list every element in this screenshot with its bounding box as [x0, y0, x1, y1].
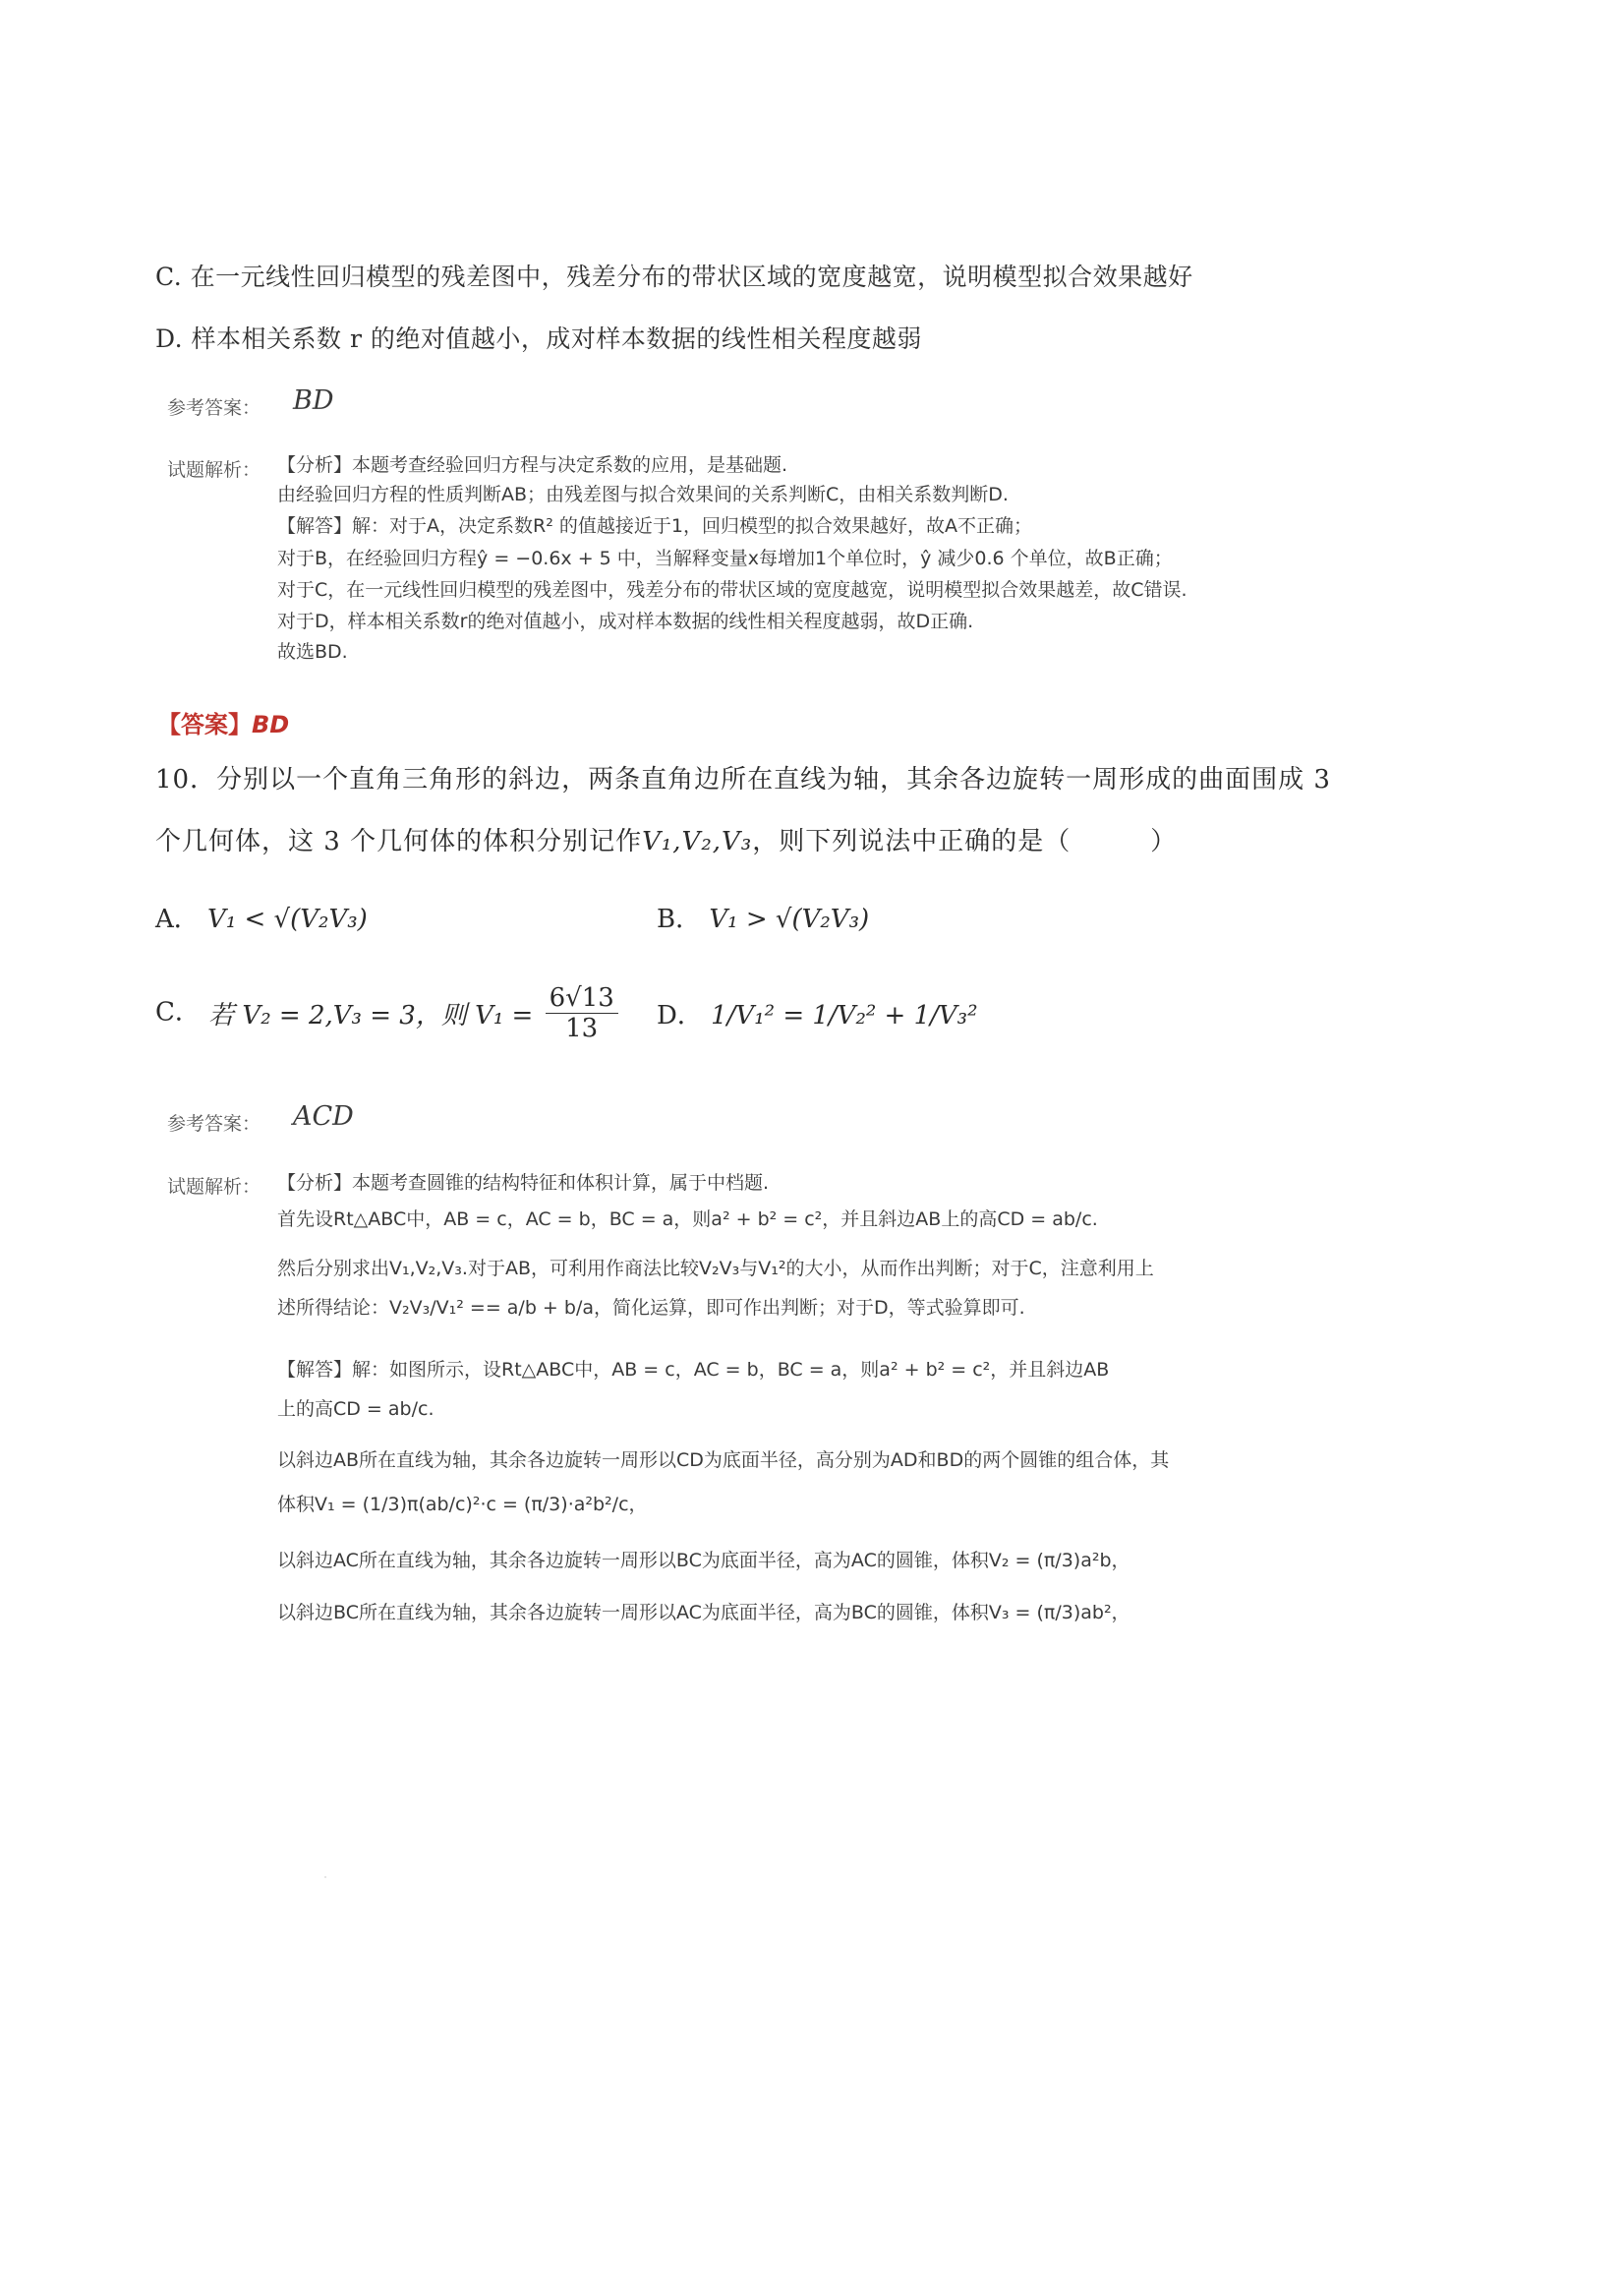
- q9-ref-value: BD: [293, 385, 334, 416]
- q10-stem-vars: V₁,V₂,V₃: [642, 827, 753, 856]
- q9-answer-tag-value: BD: [252, 711, 290, 738]
- q9-answer-tag-label: 【答案】: [157, 711, 252, 738]
- q10-option-d: [657, 995, 978, 1031]
- q9-answer-tag: [157, 705, 289, 739]
- q10-option-b-expr: V₁ > √(V₂V₃): [709, 905, 870, 934]
- q10-ref-label: 参考答案：: [167, 1113, 261, 1135]
- q10-analysis-line-10: 以斜边BC所在直线为轴，其余各边旋转一周形以AC为底面半径，高为BC的圆锥，体积V₃ = (π/3)ab²，: [277, 1602, 1130, 1623]
- q10-analysis-line-1: 【分析】本题考查圆锥的结构特征和体积计算，属于中档题.: [277, 1172, 770, 1194]
- q10-option-a: [155, 899, 368, 935]
- option-d-prev: D. 样本相关系数 r 的绝对值越小，成对样本数据的线性相关程度越弱: [155, 324, 922, 353]
- scan-speck: [324, 1876, 326, 1878]
- q10-analysis-line-6: 上的高CD = ab/c.: [277, 1398, 434, 1420]
- q10-option-a-label: A．: [155, 905, 200, 934]
- q10-analysis-line-4: 述所得结论：V₂V₃/V₁² == a/b + b/a，简化运算，即可作出判断；对于D，等式验算即可.: [277, 1297, 1025, 1319]
- q10-analysis-label: 试题解析：: [167, 1176, 261, 1198]
- q10-option-c: [155, 983, 622, 1043]
- q10-analysis-line-7: 以斜边AB所在直线为轴，其余各边旋转一周形以CD为底面半径，高分别为AD和BD的两个圆锥的组合体，其: [277, 1449, 1170, 1471]
- q9-analysis-line-7: 故选BD.: [277, 641, 348, 663]
- q10-analysis-line-9: 以斜边AC所在直线为轴，其余各边旋转一周形以BC为底面半径，高为AC的圆锥，体积V₂ = (π/3)a²b，: [277, 1550, 1130, 1571]
- q9-analysis-line-2: 由经验回归方程的性质判断AB；由残差图与拟合效果间的关系判断C，由相关系数判断D.: [277, 484, 1009, 505]
- q10-option-d-label: D．: [657, 1001, 703, 1030]
- q10-analysis-line-5: 【解答】解：如图所示，设Rt△ABC中，AB = c，AC = b，BC = a，则a² + b² = c²，并且斜边AB: [277, 1359, 1110, 1381]
- q10-option-c-fraction: [546, 983, 618, 1043]
- q9-analysis-line-4: 对于B，在经验回归方程ŷ = −0.6x + 5 中，当解释变量x每增加1个单位时，ŷ 减少0.6 个单位，故B正确；: [277, 548, 1173, 569]
- q10-option-c-denominator: 13: [565, 1014, 599, 1043]
- q9-analysis-line-3: 【解答】解：对于A，决定系数R² 的值越接近于1，回归模型的拟合效果越好，故A不正确；: [277, 515, 1032, 537]
- q10-stem-line-2: [155, 821, 1177, 857]
- q10-analysis-line-8: 体积V₁ = (1/3)π(ab/c)²·c = (π/3)·a²b²/c，: [277, 1494, 648, 1515]
- q10-option-c-label: C．: [155, 997, 201, 1028]
- q10-option-d-expr: 1/V₁² = 1/V₂² + 1/V₃²: [711, 1001, 978, 1030]
- q10-option-b: [657, 899, 869, 935]
- option-c-prev: C. 在一元线性回归模型的残差图中，残差分布的带状区域的宽度越宽，说明模型拟合效果越好: [155, 263, 1193, 291]
- q9-ref-label: 参考答案：: [167, 397, 261, 419]
- q10-stem-line-1: 10．分别以一个直角三角形的斜边，两条直角边所在直线为轴，其余各边旋转一周形成的曲面围成 3: [155, 765, 1331, 795]
- q10-analysis-line-3: 然后分别求出V₁,V₂,V₃.对于AB，可利用作商法比较V₂V₃与V₁²的大小，从而作出判断；对于C，注意利用上: [277, 1258, 1154, 1279]
- q10-option-b-label: B．: [657, 905, 702, 934]
- q9-analysis-line-6: 对于D，样本相关系数r的绝对值越小，成对样本数据的线性相关程度越弱，故D正确.: [277, 611, 974, 632]
- q9-analysis-line-5: 对于C，在一元线性回归模型的残差图中，残差分布的带状区域的宽度越宽，说明模型拟合效果越差，故C错误.: [277, 579, 1188, 601]
- q9-analysis-line-1: 【分析】本题考查经验回归方程与决定系数的应用，是基础题.: [277, 454, 788, 476]
- q10-stem-line-2-pre: 个几何体，这 3 个几何体的体积分别记作: [155, 827, 643, 856]
- q10-option-c-numerator: 6√13: [546, 983, 618, 1014]
- q9-analysis-label: 试题解析：: [167, 459, 261, 481]
- q10-ref-value: ACD: [293, 1101, 354, 1132]
- q10-analysis-line-2: 首先设Rt△ABC中，AB = c，AC = b，BC = a，则a² + b² = c²，并且斜边AB上的高CD = ab/c.: [277, 1208, 1098, 1230]
- q10-option-c-pre: 若 V₂ = 2,V₃ = 3，则 V₁ =: [208, 1001, 534, 1030]
- q10-stem-line-2-post: ，则下列说法中正确的是（ ）: [752, 827, 1178, 856]
- q10-option-a-expr: V₁ < √(V₂V₃): [207, 905, 368, 934]
